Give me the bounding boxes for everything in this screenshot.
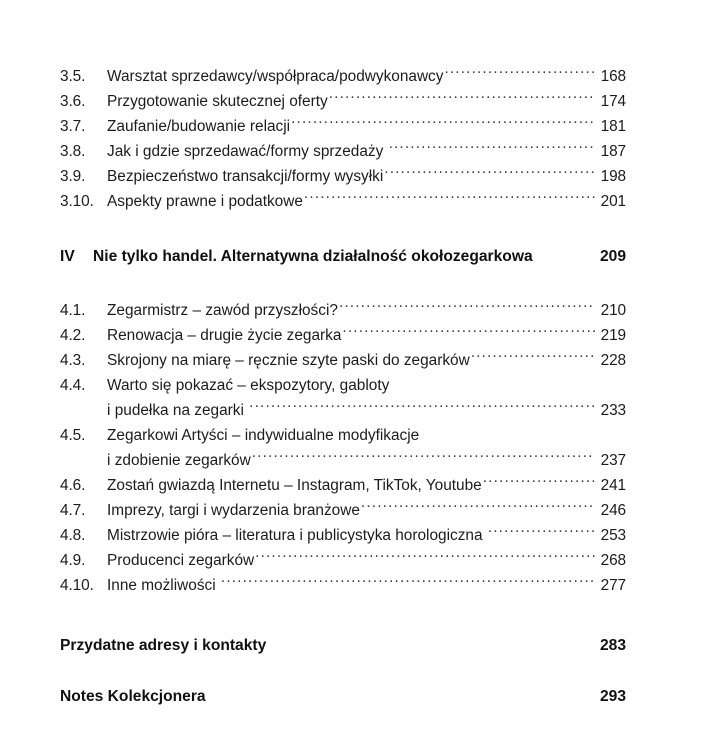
toc-entry-number: 3.6.	[60, 93, 86, 110]
toc-entry-page-number: 168	[600, 68, 626, 85]
toc-entry-body	[107, 573, 596, 598]
toc-entry-body	[107, 114, 596, 139]
spacer-after-chapter	[60, 269, 626, 298]
dot-leader	[488, 525, 595, 540]
toc-entry-number: 4.4.	[60, 377, 86, 394]
toc-entry-title: Producenci zegarków	[107, 552, 255, 569]
toc-entry-body	[107, 189, 596, 214]
toc-entry-body	[107, 398, 596, 423]
section-four-list	[60, 298, 626, 598]
toc-entry-title: Renowacja – drugie życie zegarka	[107, 327, 342, 344]
toc-entry-number: 4.7.	[60, 502, 86, 519]
dot-leader	[342, 325, 595, 340]
toc-entry-title: Aspekty prawne i podatkowe	[107, 193, 303, 210]
toc-entry-body	[107, 89, 596, 114]
standalone-heading[interactable]	[60, 684, 626, 709]
toc-entry-number: 4.2.	[60, 327, 86, 344]
toc-entry-page-number: 219	[600, 327, 626, 344]
toc-entry-body	[107, 348, 596, 373]
spacer-before-chapter	[60, 214, 626, 244]
toc-entry-title: Jak i gdzie sprzedawać/formy sprzedaży	[107, 143, 388, 160]
chapter-page-number: 209	[599, 248, 626, 265]
chapter-roman-numeral: IV	[60, 248, 75, 265]
dot-leader	[255, 550, 595, 565]
toc-entry-number: 4.10.	[60, 577, 94, 594]
toc-entry[interactable]	[60, 348, 626, 373]
toc-entry-number: 3.10.	[60, 193, 94, 210]
toc-entry-page-number: 174	[600, 93, 626, 110]
toc-entry-continuation[interactable]	[60, 448, 626, 473]
toc-entry-body	[107, 298, 596, 323]
toc-entry[interactable]	[60, 114, 626, 139]
dot-leader	[339, 300, 595, 315]
toc-entry-number: 4.3.	[60, 352, 86, 369]
toc-entry-page-number: 241	[600, 477, 626, 494]
toc-entry-title: Warsztat sprzedawcy/współpraca/podwykonawcy	[107, 68, 444, 85]
toc-entry-body	[107, 498, 596, 523]
toc-entry[interactable]	[60, 573, 626, 598]
spacer-between-standalone-headings	[60, 658, 626, 684]
toc-entry-title: Imprezy, targi i wydarzenia branżowe	[107, 502, 360, 519]
toc-entry-title: Zegarmistrz – zawód przyszłości?	[107, 302, 338, 319]
toc-entry-body	[107, 423, 596, 448]
toc-entry-title: Zostań gwiazdą Internetu – Instagram, TikTok, Youtube	[107, 477, 482, 494]
toc-entry-body	[107, 373, 596, 398]
chapter-title: Nie tylko handel. Alternatywna działalność okołozegarkowa	[93, 248, 533, 265]
toc-entry-number: 4.5.	[60, 427, 86, 444]
toc-entry[interactable]	[60, 298, 626, 323]
toc-entry-page-number: 181	[600, 118, 626, 135]
spacer-before-standalone-one	[60, 598, 626, 633]
toc-entry-number: 4.8.	[60, 527, 86, 544]
toc-entry[interactable]	[60, 139, 626, 164]
toc-entry-title: Przygotowanie skutecznej oferty	[107, 93, 328, 110]
standalone-headings-list	[60, 633, 626, 709]
toc-entry-page-number: 228	[600, 352, 626, 369]
toc-entry-number: 3.8.	[60, 143, 86, 160]
toc-entry-title: Zaufanie/budowanie relacji	[107, 118, 291, 135]
toc-entry-page-number: 253	[600, 527, 626, 544]
section-three-list	[60, 64, 626, 214]
toc-entry-page-number: 233	[600, 402, 626, 419]
standalone-heading-title: Notes Kolekcjonera	[60, 688, 206, 705]
toc-entry-continuation[interactable]	[60, 398, 626, 423]
toc-entry[interactable]	[60, 189, 626, 214]
toc-entry-title: i pudełka na zegarki	[107, 402, 249, 419]
dot-leader	[444, 66, 595, 81]
toc-entry-number: 3.9.	[60, 168, 86, 185]
toc-container	[60, 64, 626, 709]
toc-entry[interactable]	[60, 64, 626, 89]
toc-entry-title: Mistrzowie pióra – literatura i publicystyka horologiczna	[107, 527, 487, 544]
toc-entry-page-number: 277	[600, 577, 626, 594]
dot-leader	[291, 116, 595, 131]
toc-entry-title: Skrojony na miarę – ręcznie szyte paski do zegarków	[107, 352, 470, 369]
toc-entry-number: 4.6.	[60, 477, 86, 494]
standalone-heading-title: Przydatne adresy i kontakty	[60, 637, 267, 654]
toc-entry-page-number: 268	[600, 552, 626, 569]
standalone-heading[interactable]	[60, 633, 626, 658]
toc-entry-number: 3.7.	[60, 118, 86, 135]
toc-entry-title: Warto się pokazać – ekspozytory, gabloty	[107, 377, 390, 394]
toc-entry-page-number: 187	[600, 143, 626, 160]
dot-leader	[249, 400, 595, 415]
chapter-heading-four[interactable]	[60, 244, 626, 269]
toc-entry-body	[107, 448, 596, 473]
toc-entry-page-number: 210	[600, 302, 626, 319]
dot-leader	[361, 500, 595, 515]
dot-leader	[389, 141, 595, 156]
toc-entry[interactable]	[60, 164, 626, 189]
toc-entry[interactable]	[60, 89, 626, 114]
toc-entry-title: Zegarkowi Artyści – indywidualne modyfikacje	[107, 427, 420, 444]
toc-entry[interactable]	[60, 523, 626, 548]
toc-entry-body	[107, 323, 596, 348]
toc-entry[interactable]	[60, 498, 626, 523]
dot-leader	[252, 450, 595, 465]
toc-entry[interactable]	[60, 323, 626, 348]
toc-entry-body	[107, 164, 596, 189]
toc-entry-title: Bezpieczeństwo transakcji/formy wysyłki	[107, 168, 384, 185]
toc-entry-title: Inne możliwości	[107, 577, 220, 594]
toc-entry-page-number: 198	[600, 168, 626, 185]
dot-leader	[471, 350, 595, 365]
toc-entry-body	[107, 139, 596, 164]
toc-entry-page-number: 237	[600, 452, 626, 469]
standalone-heading-page-number: 283	[599, 637, 626, 654]
dot-leader	[304, 191, 595, 206]
dot-leader	[329, 91, 595, 106]
dot-leader	[483, 475, 595, 490]
toc-entry[interactable]	[60, 423, 626, 448]
toc-entry-body	[107, 473, 596, 498]
toc-entry-title: i zdobienie zegarków	[107, 452, 251, 469]
toc-entry[interactable]	[60, 548, 626, 573]
toc-entry-body	[107, 64, 596, 89]
toc-entry-page-number: 201	[600, 193, 626, 210]
toc-entry-number: 4.1.	[60, 302, 86, 319]
toc-entry[interactable]	[60, 473, 626, 498]
toc-entry-page-number: 246	[600, 502, 626, 519]
dot-leader	[221, 575, 595, 590]
toc-entry-number: 4.9.	[60, 552, 86, 569]
toc-entry-number: 3.5.	[60, 68, 86, 85]
toc-entry-body	[107, 548, 596, 573]
toc-entry-body	[107, 523, 596, 548]
standalone-heading-page-number: 293	[599, 688, 626, 705]
toc-entry[interactable]	[60, 373, 626, 398]
dot-leader	[384, 166, 595, 181]
